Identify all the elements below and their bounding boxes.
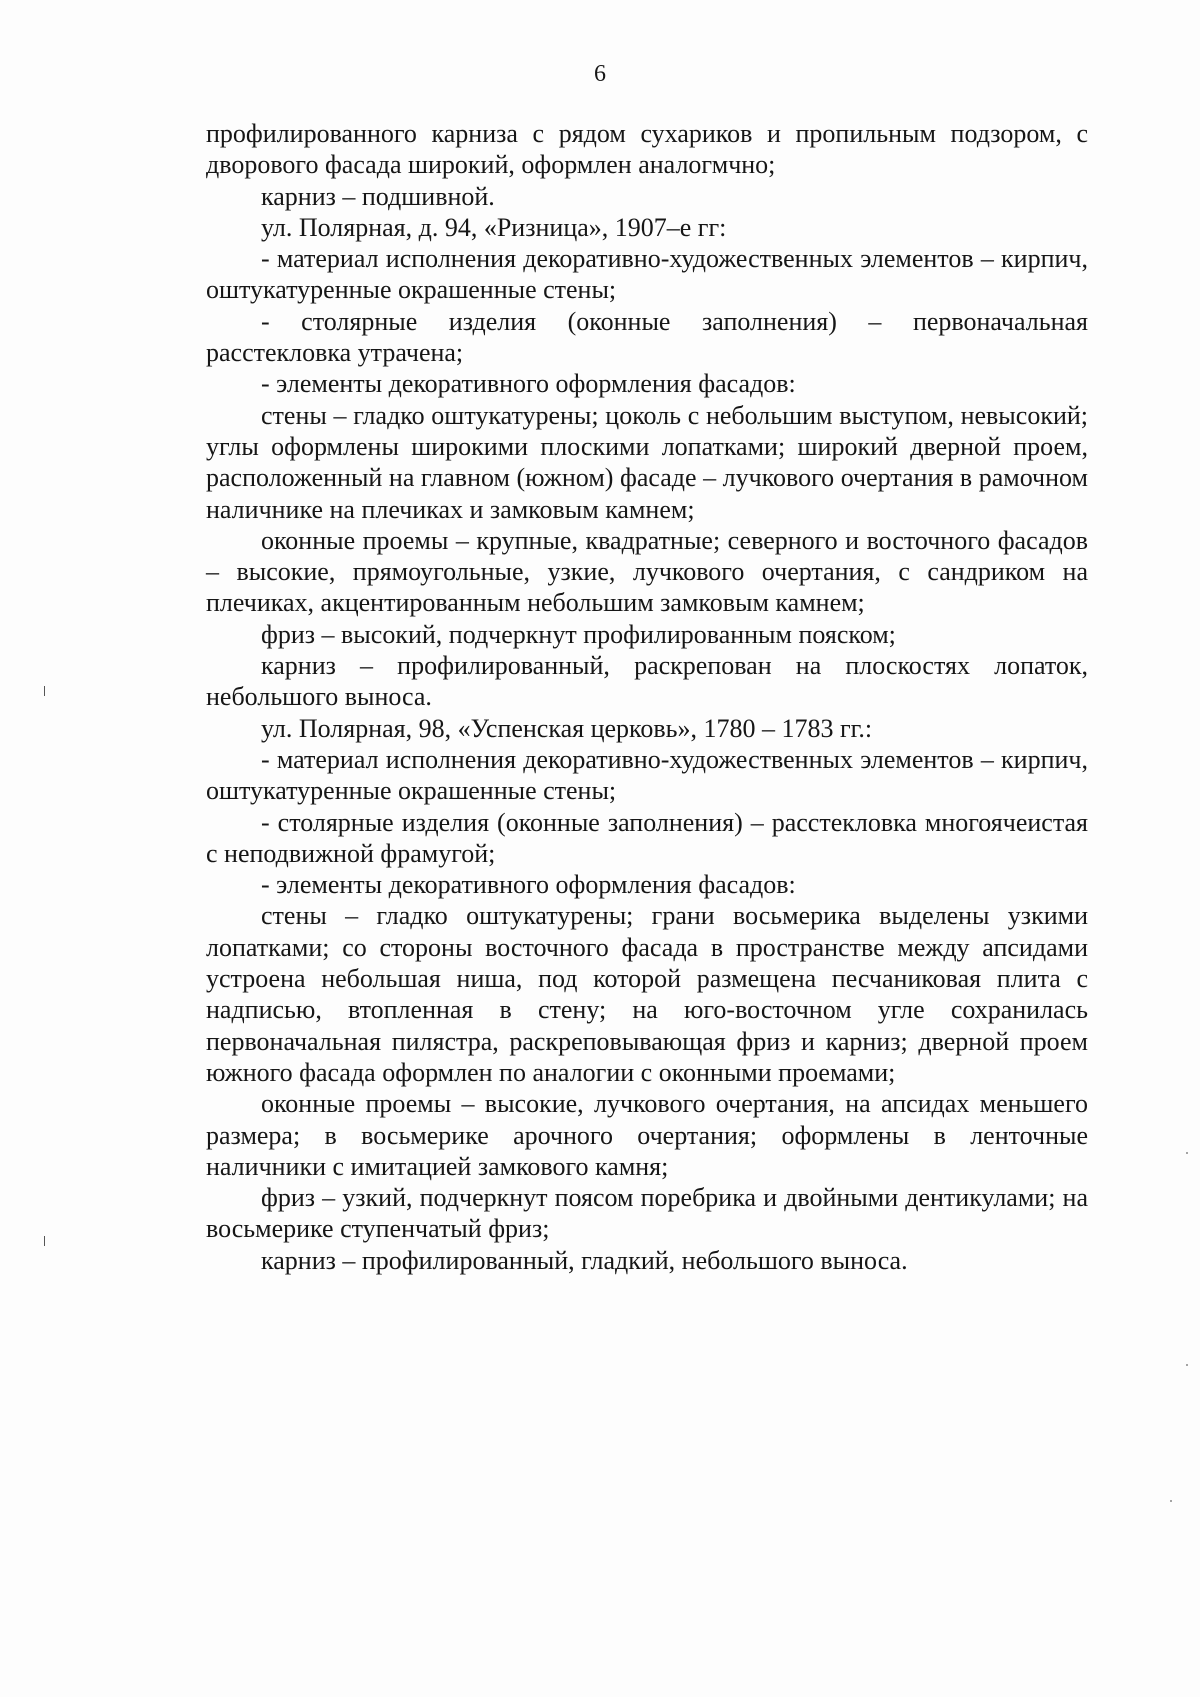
paragraph: - элементы декоративного оформления фасадов:	[261, 870, 796, 900]
scan-artifact	[44, 1236, 45, 1246]
paragraph: ул. Полярная, 98, «Успенская церковь», 1780 – 1783 гг.:	[261, 713, 873, 743]
paragraph: стены – гладко оштукатурены; грани восьмерика выделены узкими лопатками; со стороны восточного фасада в пространстве между апсидами устроена небольшая ниша, под которой размещена песчаниковая плита с надписью, втопленная в стену; на юго-восточном угле сохранилась первоначальная пилястра, раскреповывающая фриз и карниз; дверной проем южного фасада оформлен по аналогии с оконными проемами;	[206, 901, 1088, 1087]
scan-speck	[1186, 1152, 1188, 1154]
page-number: 6	[594, 61, 606, 87]
paragraph: фриз – узкий, подчеркнут поясом поребрика и двойными дентикулами; на восьмерике ступенчатый фриз;	[206, 1183, 1088, 1244]
paragraph: карниз – подшивной.	[261, 181, 495, 211]
paragraph: - элементы декоративного оформления фасадов:	[261, 369, 796, 399]
paragraph: стены – гладко оштукатурены; цоколь с небольшим выступом, невысокий; углы оформлены широкими плоскими лопатками; широкий дверной проем, расположенный на главном (южном) фасаде – лучкового очертания в рамочном наличнике на плечиках и замковым камнем;	[206, 400, 1088, 524]
paragraph: карниз – профилированный, гладкий, небольшого выноса.	[261, 1245, 908, 1275]
paragraph: карниз – профилированный, раскрепован на плоскостях лопаток, небольшого выноса.	[206, 651, 1088, 712]
paragraph: - столярные изделия (оконные заполнения) – расстекловка многоячеистая с неподвижной фрамугой;	[206, 807, 1088, 868]
paragraph: фриз – высокий, подчеркнут профилированным пояском;	[261, 619, 896, 649]
paragraph: ул. Полярная, д. 94, «Ризница», 1907–е гг:	[261, 212, 727, 242]
paragraph: профилированного карниза с рядом сухариков и пропильным подзором, с дворового фасада широкий, оформлен аналогмчно;	[206, 119, 1088, 180]
paragraph: - материал исполнения декоративно-художественных элементов – кирпич, оштукатуренные окрашенные стены;	[206, 744, 1088, 806]
paragraph: - материал исполнения декоративно-художественных элементов – кирпич, оштукатуренные окрашенные стены;	[206, 244, 1088, 305]
paragraph: оконные проемы – высокие, лучкового очертания, на апсидах меньшего размера; в восьмерике арочного очертания; оформлены в ленточные наличники с имитацией замкового камня;	[206, 1089, 1088, 1181]
scan-speck	[1186, 1364, 1188, 1366]
scan-speck	[1170, 1500, 1172, 1502]
scan-artifact	[44, 686, 45, 696]
document-body	[206, 118, 1088, 1276]
paragraph: оконные проемы – крупные, квадратные; северного и восточного фасадов – высокие, прямоугольные, узкие, лучкового очертания, с сандриком на плечиках, акцентированным небольшим замковым камнем;	[206, 525, 1088, 618]
paragraph: - столярные изделия (оконные заполнения) – первоначальная расстекловка утрачена;	[206, 306, 1088, 368]
